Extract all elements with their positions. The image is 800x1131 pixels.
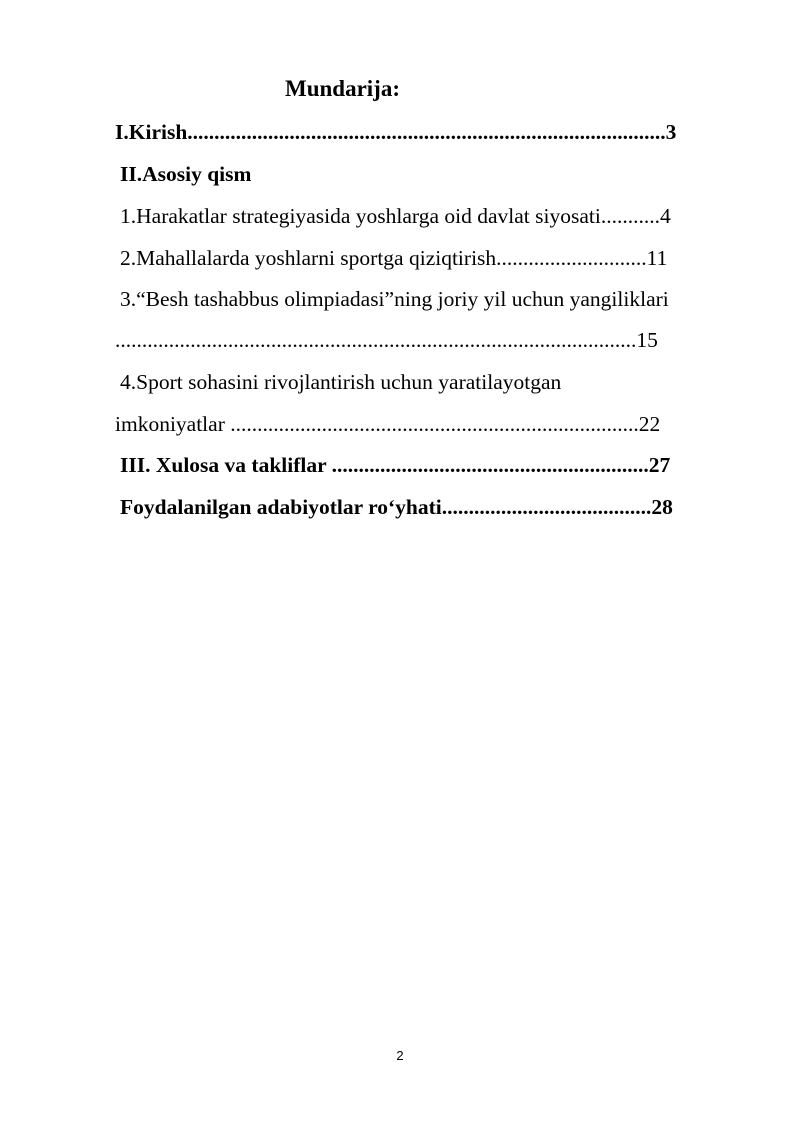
toc-entry-3-continuation: .................................................................................................15 xyxy=(115,328,658,352)
toc-entry-kirish: I.Kirish.........................................................................................3 xyxy=(115,120,677,144)
toc-entry-1: 1.Harakatlar strategiyasida yoshlarga oid davlat siyosati...........4 xyxy=(120,204,671,228)
toc-section-asosiy-qism: II.Asosiy qism xyxy=(120,162,252,186)
toc-entry-xulosa: III. Xulosa va takliflar ...........................................................27 xyxy=(120,453,671,477)
toc-entry-4: 4.Sport sohasini rivojlantirish uchun yaratilayotgan xyxy=(120,370,562,394)
toc-entry-adabiyotlar: Foydalanilgan adabiyotlar ro‘yhati.......................................28 xyxy=(120,495,673,519)
toc-entry-3: 3.“Besh tashabbus olimpiadasi”ning joriy yil uchun yangiliklari xyxy=(120,287,669,311)
toc-entry-4-continuation: imkoniyatlar ............................................................................22 xyxy=(115,412,661,436)
toc-entry-2: 2.Mahallalarda yoshlarni sportga qiziqtirish............................11 xyxy=(120,246,668,270)
page-number: 2 xyxy=(396,1048,404,1063)
toc-title: Mundarija: xyxy=(285,76,400,101)
